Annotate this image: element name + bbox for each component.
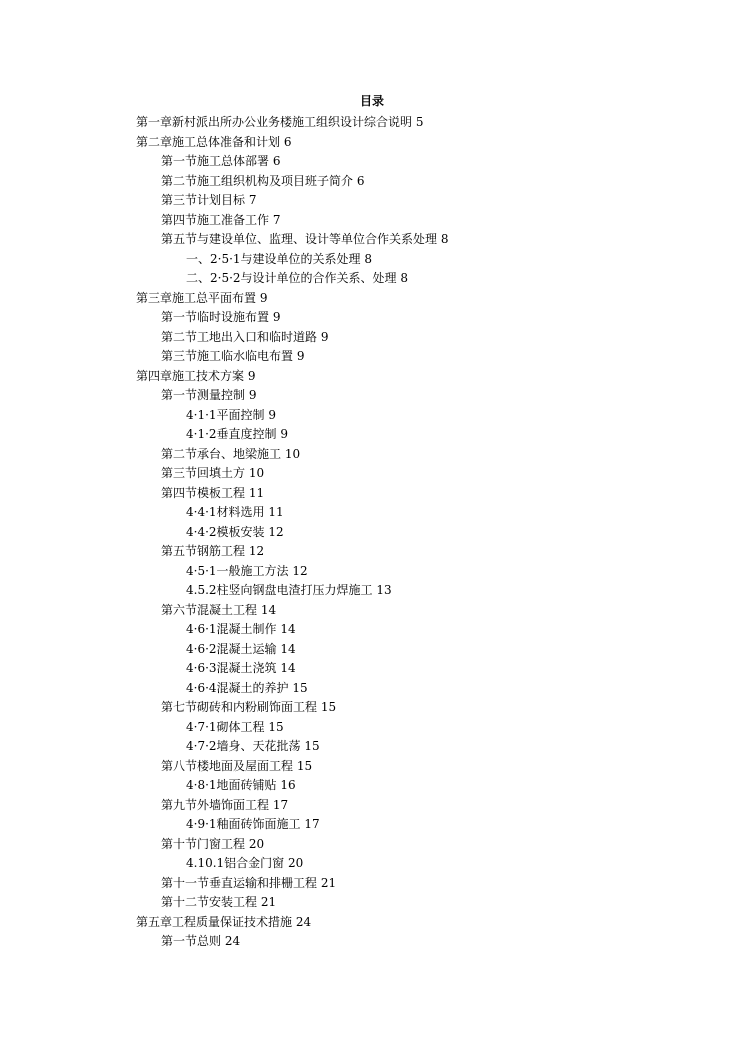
toc-entry[interactable]: 第三节施工临水临电布置 9 [161,349,305,363]
toc-entry[interactable]: 4·1·1平面控制 9 [186,407,276,422]
toc-entry[interactable]: 第一章新村派出所办公业务楼施工组织设计综合说明 5 [136,115,424,129]
toc-entry[interactable]: 4·6·1混凝土制作 14 [186,622,296,636]
toc-entry[interactable]: 第四节模板工程 11 [161,485,265,500]
toc-entry[interactable]: 二、2·5·2与设计单位的合作关系、处理 8 [186,271,408,285]
toc-entry[interactable]: 4·7·2墙身、天花批荡 15 [186,739,320,753]
toc-entry[interactable]: 第十节门窗工程 20 [161,836,265,851]
toc-entry[interactable]: 第五章工程质量保证技术措施 24 [136,914,312,929]
toc-entry[interactable]: 4·4·1材料选用 11 [186,505,284,519]
toc-entry[interactable]: 第三节回填土方 10 [161,466,265,480]
toc-entry[interactable]: 第一节总则 24 [161,934,241,948]
toc-entry[interactable]: 4·7·1砌体工程 15 [186,719,284,734]
toc-entry[interactable]: 第十一节垂直运输和排栅工程 21 [161,875,337,890]
toc-entry[interactable]: 4·4·2模板安装 12 [186,524,284,539]
toc-entry[interactable]: 第二节施工组织机构及项目班子简介 6 [161,173,365,188]
toc-entry[interactable]: 第二节承台、地梁施工 10 [161,446,301,461]
toc-entry[interactable]: 第一节测量控制 9 [161,388,257,402]
toc-entry[interactable]: 第三节计划目标 7 [161,193,257,207]
table-of-contents [0,113,744,952]
toc-entry[interactable]: 第三章施工总平面布置 9 [136,290,268,305]
toc-entry[interactable]: 4·6·4混凝土的养护 15 [186,680,308,695]
toc-entry[interactable]: 第二章施工总体准备和计划 6 [136,134,292,149]
toc-entry[interactable]: 第二节工地出入口和临时道路 9 [161,329,329,344]
toc-entry[interactable]: 第一节施工总体部署 6 [161,154,281,168]
toc-entry[interactable]: 第四节施工准备工作 7 [161,212,281,227]
toc-entry[interactable]: 第五节钢筋工程 12 [161,544,265,558]
toc-entry[interactable]: 4.5.2柱竖向钢盘电渣打压力焊施工 13 [186,583,392,597]
toc-entry[interactable]: 4·6·3混凝土浇筑 14 [186,661,296,675]
toc-entry[interactable]: 第九节外墙饰面工程 17 [161,797,289,812]
toc-entry[interactable]: 第一节临时设施布置 9 [161,310,281,324]
page-title: 目录 [359,94,384,108]
toc-entry[interactable]: 第六节混凝土工程 14 [161,602,277,617]
toc-entry[interactable]: 4·6·2混凝土运输 14 [186,641,296,656]
toc-entry[interactable]: 4.10.1铝合金门窗 20 [186,856,304,870]
toc-entry[interactable]: 4·1·2垂直度控制 9 [186,427,288,441]
toc-entry[interactable]: 一、2·5·1与建设单位的关系处理 8 [186,251,372,266]
toc-entry[interactable]: 第八节楼地面及屋面工程 15 [161,758,313,773]
toc-entry[interactable]: 4·8·1地面砖铺贴 16 [186,778,296,792]
toc-entry[interactable]: 4·5·1一般施工方法 12 [186,563,308,578]
toc-entry[interactable]: 第五节与建设单位、监理、设计等单位合作关系处理 8 [161,232,449,246]
toc-entry[interactable]: 第七节砌砖和内粉刷饰面工程 15 [161,700,337,714]
toc-entry[interactable]: 4·9·1釉面砖饰面施工 17 [186,817,320,831]
toc-entry[interactable]: 第十二节安装工程 21 [161,895,277,909]
toc-entry[interactable]: 第四章施工技术方案 9 [136,368,256,383]
